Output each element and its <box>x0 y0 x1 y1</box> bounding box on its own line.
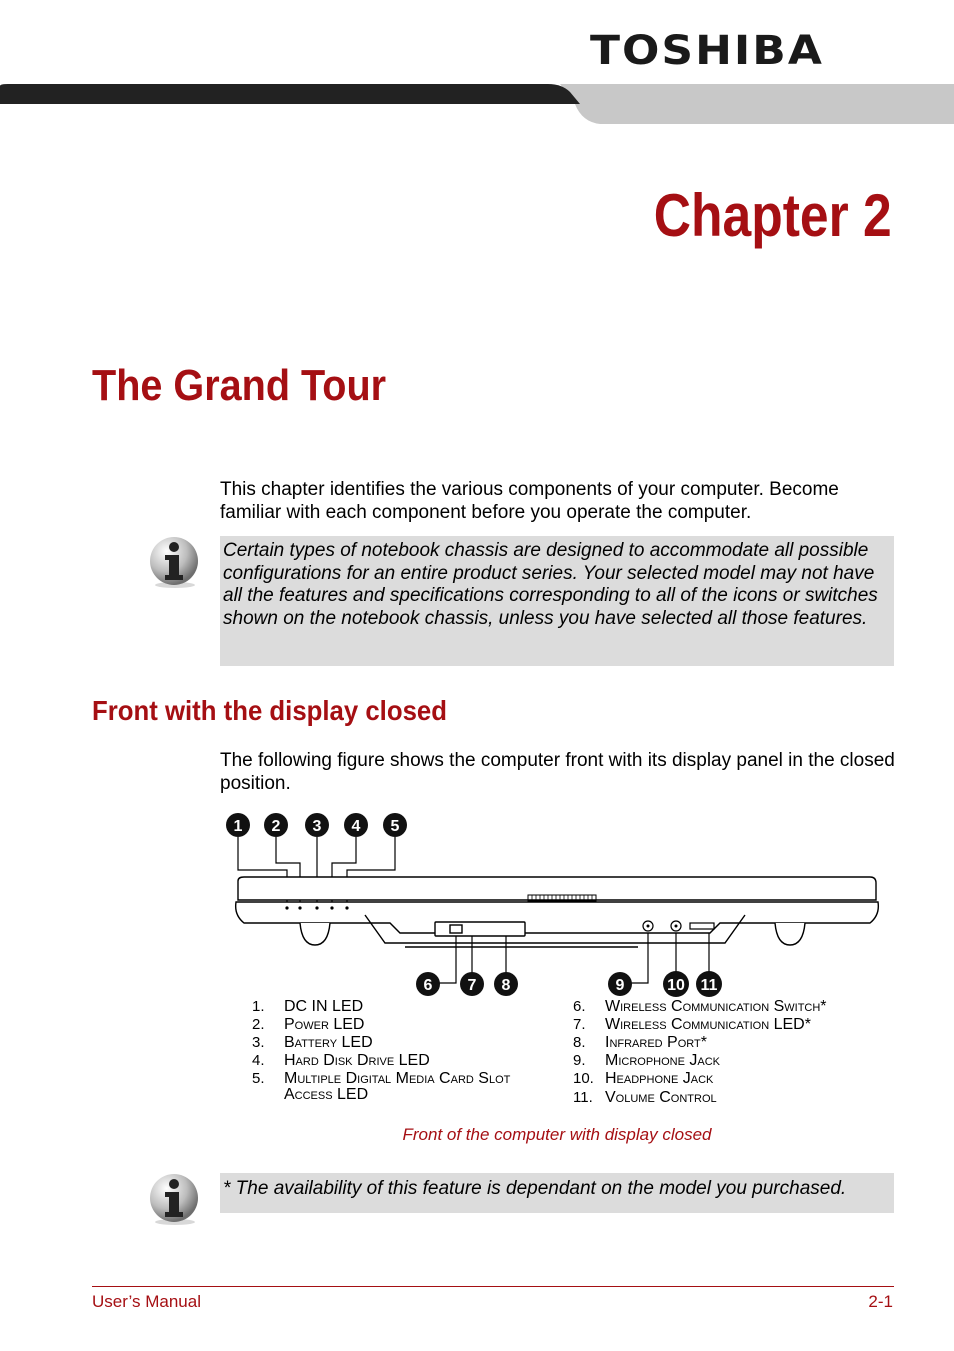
legend-label: Microphone Jack <box>605 1052 721 1069</box>
legend-number: 8. <box>573 1034 586 1051</box>
header-band <box>0 84 954 126</box>
legend-label: Headphone Jack <box>605 1070 714 1087</box>
legend-right <box>573 998 893 1108</box>
header-light-bar <box>560 84 954 124</box>
intro-paragraph: This chapter identifies the various components of your computer. Become familiar with each component before you operate the computer. <box>220 479 839 523</box>
legend-label-cont: Access LED <box>284 1086 369 1103</box>
legend-number: 11. <box>573 1089 593 1106</box>
legend-label: Hard Disk Drive LED <box>284 1052 430 1069</box>
legend-number: 6. <box>573 998 586 1015</box>
legend-label: Power LED <box>284 1016 365 1033</box>
footer-rule <box>92 1286 894 1287</box>
note-box: Certain types of notebook chassis are designed to accommodate all possible configurations for an entire product series. Your selected model may not have all the features and specifications corresponding to all of the icons or switches shown on the notebook chassis, unless you have selected all those features. <box>220 536 894 666</box>
laptop-front-figure <box>220 805 890 1000</box>
callouts-top <box>226 813 407 837</box>
legend-number: 2. <box>252 1016 265 1033</box>
legend-label: DC IN LED <box>284 998 364 1015</box>
callout-4-label: 4 <box>351 818 361 835</box>
callout-11-label: 11 <box>700 977 718 994</box>
info-icon <box>148 535 200 589</box>
page-title: The Grand Tour <box>92 361 387 410</box>
callouts-bottom <box>416 971 722 997</box>
legend-number: 7. <box>573 1016 586 1033</box>
header-dark-bar <box>0 84 580 104</box>
chapter-label: Chapter 2 <box>653 182 892 249</box>
laptop-outline <box>236 877 879 947</box>
toshiba-logo: TOSHIBA <box>590 27 824 74</box>
legend-label: Volume Control <box>605 1089 717 1106</box>
legend-label: Infrared Port* <box>605 1034 707 1051</box>
callout-2-label: 2 <box>271 818 281 835</box>
legend-label: Wireless Communication LED* <box>605 1016 811 1033</box>
section-intro: The following figure shows the computer front with its display panel in the closed position. <box>220 750 895 794</box>
volume-control <box>690 923 714 929</box>
legend-number: 4. <box>252 1052 265 1069</box>
legend-label: Multiple Digital Media Card Slot <box>284 1070 511 1087</box>
callout-6-label: 6 <box>423 977 433 994</box>
legend-number: 3. <box>252 1034 265 1051</box>
callout-7-label: 7 <box>467 977 477 994</box>
legend-label: Battery LED <box>284 1034 373 1051</box>
info-icon <box>148 1172 200 1226</box>
callout-10-label: 10 <box>667 977 685 994</box>
legend-label: Wireless Communication Switch* <box>605 998 827 1015</box>
callout-8-label: 8 <box>501 977 511 994</box>
section-heading: Front with the display closed <box>92 695 447 726</box>
callout-1-label: 1 <box>233 818 243 835</box>
legend-number: 5. <box>252 1070 265 1087</box>
legend-number: 1. <box>252 998 265 1015</box>
footer-manual-label: User’s Manual <box>92 1292 201 1311</box>
legend-number: 10. <box>573 1070 594 1087</box>
callout-5-label: 5 <box>390 818 400 835</box>
page-number: 2-1 <box>868 1292 893 1311</box>
availability-note: * The availability of this feature is dependant on the model you purchased. <box>220 1173 894 1213</box>
callout-9-label: 9 <box>615 977 625 994</box>
legend-left <box>252 998 552 1108</box>
figure-caption: Front of the computer with display closed <box>402 1125 712 1144</box>
callout-3-label: 3 <box>312 818 322 835</box>
legend-number: 9. <box>573 1052 586 1069</box>
